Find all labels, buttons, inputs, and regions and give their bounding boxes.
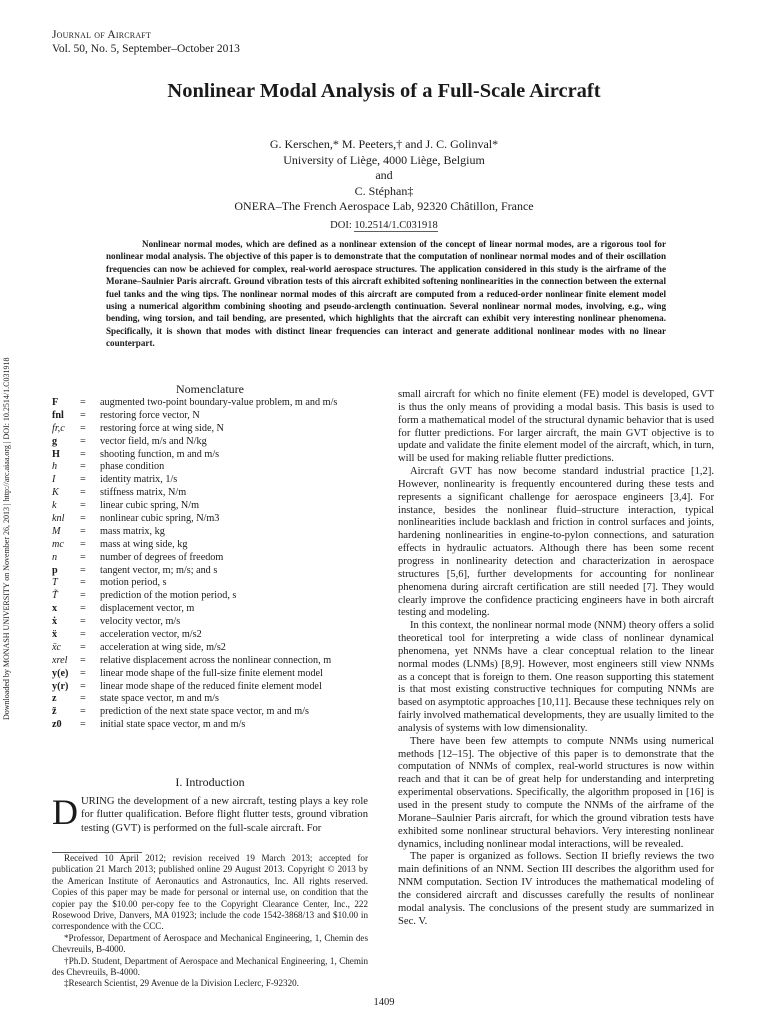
body-paragraph: In this context, the nonlinear normal mode (NNM) theory offers a solid theoretical tool for interpreting a wide class of nonlinear dynamical phenomena, yet NNMs have a clear conceptual relation to the linear normal modes (LNMs) [8,9]. However, most engineers still view NNMs as a concept that is foreign to them. One reason supporting this statement is that most existing constructive techniques for computing NNMs are based on asymptotic approaches [10,11]. Because these techniques rely on fairly involved mathematical developments, they are usually limited to the analysis of systems with low dimensionality. [398,620,714,734]
nomenclature-equals: = [80,719,86,731]
nomenclature-symbol: x [52,603,58,615]
nomenclature-row [52,436,368,449]
nomenclature-equals: = [80,616,86,628]
nomenclature-row [52,565,368,578]
nomenclature-definition: augmented two-point boundary-value problem, m and m/s [100,397,338,408]
nomenclature-equals: = [80,629,86,641]
nomenclature-row [52,577,368,590]
nomenclature-definition: displacement vector, m [100,603,195,615]
nomenclature-definition: relative displacement across the nonlinear connection, m [100,654,332,666]
nomenclature-definition: nonlinear cubic spring, N/m3 [100,513,220,525]
download-stamp-text: Downloaded by MONASH UNIVERSITY on November 26, 2013 | http://arc.aiaa.org | DOI: 10.2514/1.C031918 [2,357,11,720]
journal-name: Journal of Aircraft [52,29,152,41]
nomenclature-equals: = [80,513,86,525]
journal-header [52,28,240,56]
intro-dropcap: D [52,792,78,832]
nomenclature-definition: tangent vector, m; m/s; and s [100,564,218,576]
nomenclature-symbol: xrel [52,654,68,666]
nomenclature-symbol: ẍc [52,641,62,653]
body-paragraph: Aircraft GVT has now become standard industrial practice [1,2]. However, nonlinearity is frequently encountered during these tests and represents a significant challenge for aerospace engineers [3,4]. For instance, besides the nonlinear fluid–structure interaction, typical nonlinearities include backlash and friction in control surfaces and joints, hardening nonlinearities in engine-to-pylon connections, and saturation effects in hydraulic actuators. Although there has been some recent progress in nonlinearity detection and characterization in aerospace structures [5,6], further developments for accounting for nonlinear phenomena during aircraft certification are still needed [7]. They would clearly improve the confidence practicing engineers have in both aircraft testing and modeling. [398,466,714,619]
nomenclature-symbol: ẋ [52,616,58,628]
nomenclature-row [52,655,368,668]
nomenclature-definition: identity matrix, 1/s [100,474,178,486]
body-paragraph: The paper is organized as follows. Section II briefly reviews the two main definitions of an NNM. Section III describes the algorithm used for NNM computation. Section IV introduces the mathematical modeling of the considered aircraft and discusses carefully the results of nonlinear modal analysis. The conclusions of the present study are summarized in Sec. V. [398,851,714,927]
footnotes [52,853,368,990]
body-paragraph: small aircraft for which no finite element (FE) model is developed, GVT is thus the only means of providing a modal basis. This basis is used to form a mathematical model of the structural dynamic behavior that is used for flutter predictions. For larger aircraft, the main GVT objective is to update and validate the finite element model of the aircraft, which, in turn, will be used for making reliable flutter predictions. [398,389,714,465]
nomenclature-definition: linear mode shape of the reduced finite element model [100,680,322,692]
nomenclature-symbol: p [52,564,58,576]
body-paragraph: There have been few attempts to compute NNMs using numerical methods [12–15]. The objective of this paper is to demonstrate that the computation of NNMs of complex, real-world structures is now within reach and that it can be of great help for understanding and interpreting experimental observations. Specifically, the algorithm proposed in [16] is used in the present study to compute the NNMs of the airframe of the Morane–Saulnier Paris aircraft, for which the ground vibration tests have exhibited some nonlinear structural behaviors. Very interesting nonlinear dynamics, including nonlinear modal interactions, will be revealed. [398,735,714,850]
nomenclature-symbol: ẍ [52,629,58,641]
nomenclature-definition: acceleration at wing side, m/s2 [100,641,226,653]
nomenclature-definition: linear cubic spring, N/m [100,500,200,512]
nomenclature-symbol: mc [52,538,64,550]
intro-heading: I. Introduction [175,775,245,789]
nomenclature-symbol: n [52,551,58,563]
affiliation-2: ONERA–The French Aerospace Lab, 92320 Châtillon, France [234,199,534,213]
nomenclature-equals: = [80,422,86,434]
affiliation-1: University of Liège, 4000 Liège, Belgium [283,152,485,167]
footnote: †Ph.D. Student, Department of Aerospace and Mechanical Engineering, 1, Chemin des Chevreuils, B-4000. [52,955,368,978]
nomenclature-equals: = [80,603,86,615]
authors-line-2: C. Stéphan‡ [354,183,414,198]
nomenclature-symbol: h [52,461,58,473]
nomenclature-row [52,642,368,655]
nomenclature-equals: = [80,551,86,563]
nomenclature-symbol: K [52,487,59,499]
nomenclature-row [52,500,368,513]
nomenclature-row [52,487,368,500]
nomenclature-row [52,681,368,694]
nomenclature-definition: initial state space vector, m and m/s [100,719,246,731]
nomenclature-equals: = [80,525,86,537]
nomenclature-symbol: z̃ [52,706,57,718]
nomenclature-definition: prediction of the next state space vector, m and m/s [100,706,309,718]
nomenclature-equals: = [80,693,86,705]
nomenclature-equals: = [80,667,86,679]
nomenclature-symbol: knl [52,513,65,525]
doi-line [0,220,768,231]
nomenclature-row [52,513,368,526]
nomenclature-definition: mass matrix, kg [100,525,165,537]
nomenclature-definition: velocity vector, m/s [100,616,181,628]
nomenclature-definition: stiffness matrix, N/m [100,487,187,499]
nomenclature-definition: prediction of the motion period, s [100,590,237,602]
nomenclature-equals: = [80,397,86,408]
nomenclature-definition: vector field, m/s and N/kg [100,435,207,447]
nomenclature-row [52,668,368,681]
nomenclature-symbol: fr,c [52,422,65,434]
nomenclature-row [52,449,368,462]
nomenclature-row [52,423,368,436]
nomenclature-symbol: F [52,397,59,408]
nomenclature-equals: = [80,474,86,486]
nomenclature-symbol: k [52,500,57,512]
nomenclature-symbol: z [52,693,57,705]
nomenclature-equals: = [80,590,86,602]
nomenclature-definition: mass at wing side, kg [100,538,188,550]
nomenclature-heading: Nomenclature [176,382,244,396]
nomenclature-row [52,590,368,603]
nomenclature-definition: state space vector, m and m/s [100,693,219,705]
nomenclature-row [52,603,368,616]
nomenclature-definition: acceleration vector, m/s2 [100,629,202,641]
nomenclature-definition: phase condition [100,461,165,473]
nomenclature-symbol: M [52,525,61,537]
nomenclature-equals: = [80,577,86,589]
journal-volume: Vol. 50, No. 5, September–October 2013 [52,43,240,55]
nomenclature-equals: = [80,500,86,512]
nomenclature-symbol: y(e) [52,667,69,679]
right-column-text [398,389,714,928]
nomenclature-equals: = [80,706,86,718]
nomenclature-equals: = [80,448,86,460]
nomenclature-symbol: T [52,577,58,589]
nomenclature-equals: = [80,409,86,421]
download-stamp [2,300,16,720]
nomenclature-symbol: z0 [52,719,62,731]
nomenclature-symbol: fnl [52,409,64,421]
author-block [0,137,768,215]
doi-link[interactable]: 10.2514/1.C031918 [354,220,438,231]
page-number: 1409 [373,997,395,1008]
nomenclature-definition: linear mode shape of the full-size finite element model [100,667,323,679]
abstract: Nonlinear normal modes, which are defined as a nonlinear extension of the concept of linear normal modes, are a rigorous tool for nonlinear modal analysis. The objective of this paper is to demonstrate that the computation of nonlinear normal modes and of their oscillation frequencies can now be achieved for complex, real-world aerospace structures. The application considered in this study is the airframe of the Morane–Saulnier Paris aircraft. Ground vibration tests of this aircraft exhibited softening nonlinearities in the connection between the external fuel tanks and the wing tips. The nonlinear normal modes of this aircraft are computed from a reduced-order nonlinear finite element model using a numerical algorithm combining shooting and pseudo-arclength continuation. Several nonlinear normal modes, involving, e.g., wing bending, wing torsion, and tail bending, are presented, which highlights that the aircraft can exhibit very interesting nonlinear phenomena. Specifically, it is shown that modes with distinct linear frequencies can interact and generate additional nonlinear modes with no linear counterpart. [106,239,666,349]
nomenclature-row [52,474,368,487]
nomenclature-equals: = [80,654,86,666]
nomenclature-row [52,397,368,410]
nomenclature-symbol: y(r) [52,680,69,692]
nomenclature-symbol: g [52,435,58,447]
authors-and: and [375,168,393,182]
nomenclature-equals: = [80,680,86,692]
nomenclature-definition: shooting function, m and m/s [100,448,220,460]
nomenclature-definition: restoring force at wing side, N [100,422,224,434]
footnote: ‡Research Scientist, 29 Avenue de la Division Leclerc, F-92320. [64,978,299,989]
nomenclature-row [52,693,368,706]
authors-line-1: G. Kerschen,* M. Peeters,† and J. C. Golinval* [269,137,499,151]
intro-text: URING the development of a new aircraft, testing plays a key role for flutter qualification. Before flight flutter tests, ground vibration testing (GVT) is performed on the full-scale aircraft. For [81,796,368,834]
nomenclature-equals: = [80,487,86,499]
nomenclature-row [52,616,368,629]
nomenclature-row [52,461,368,474]
footnote: *Professor, Department of Aerospace and Mechanical Engineering, 1, Chemin des Chevreuils, B-4000. [52,932,368,955]
nomenclature-definition: motion period, s [100,577,167,589]
nomenclature-symbol: T̃ [52,590,58,602]
nomenclature-row [52,629,368,642]
nomenclature-row [52,526,368,539]
nomenclature-equals: = [80,564,86,576]
nomenclature-row [52,539,368,552]
nomenclature-equals: = [80,461,86,473]
nomenclature-row [52,552,368,565]
nomenclature-table [52,397,368,732]
nomenclature-row [52,410,368,423]
nomenclature-equals: = [80,641,86,653]
nomenclature-symbol: H [52,448,60,460]
nomenclature-row [52,719,368,732]
paper-title: Nonlinear Modal Analysis of a Full-Scale Aircraft [167,80,601,102]
nomenclature-definition: number of degrees of freedom [100,551,224,563]
nomenclature-row [52,706,368,719]
nomenclature-equals: = [80,435,86,447]
nomenclature-equals: = [80,538,86,550]
footnote: Received 10 April 2012; revision received 19 March 2013; accepted for publication 21 March 2013; published online 29 August 2013. Copyright © 2013 by the American Institute of Aeronautics and Astronautics, Inc. All rights reserved. Copies of this paper may be made for personal or internal use, on condition that the copier pay the $10.00 per-copy fee to the Copyright Clearance Center, Inc., 222 Rosewood Drive, Danvers, MA 01923; include the code 1542-3868/13 and $10.00 in correspondence with the CCC. [52,853,368,932]
intro-paragraph [52,792,368,835]
nomenclature-definition: restoring force vector, N [100,409,200,421]
nomenclature-symbol: I [52,474,56,486]
doi-label: DOI: [330,220,355,231]
